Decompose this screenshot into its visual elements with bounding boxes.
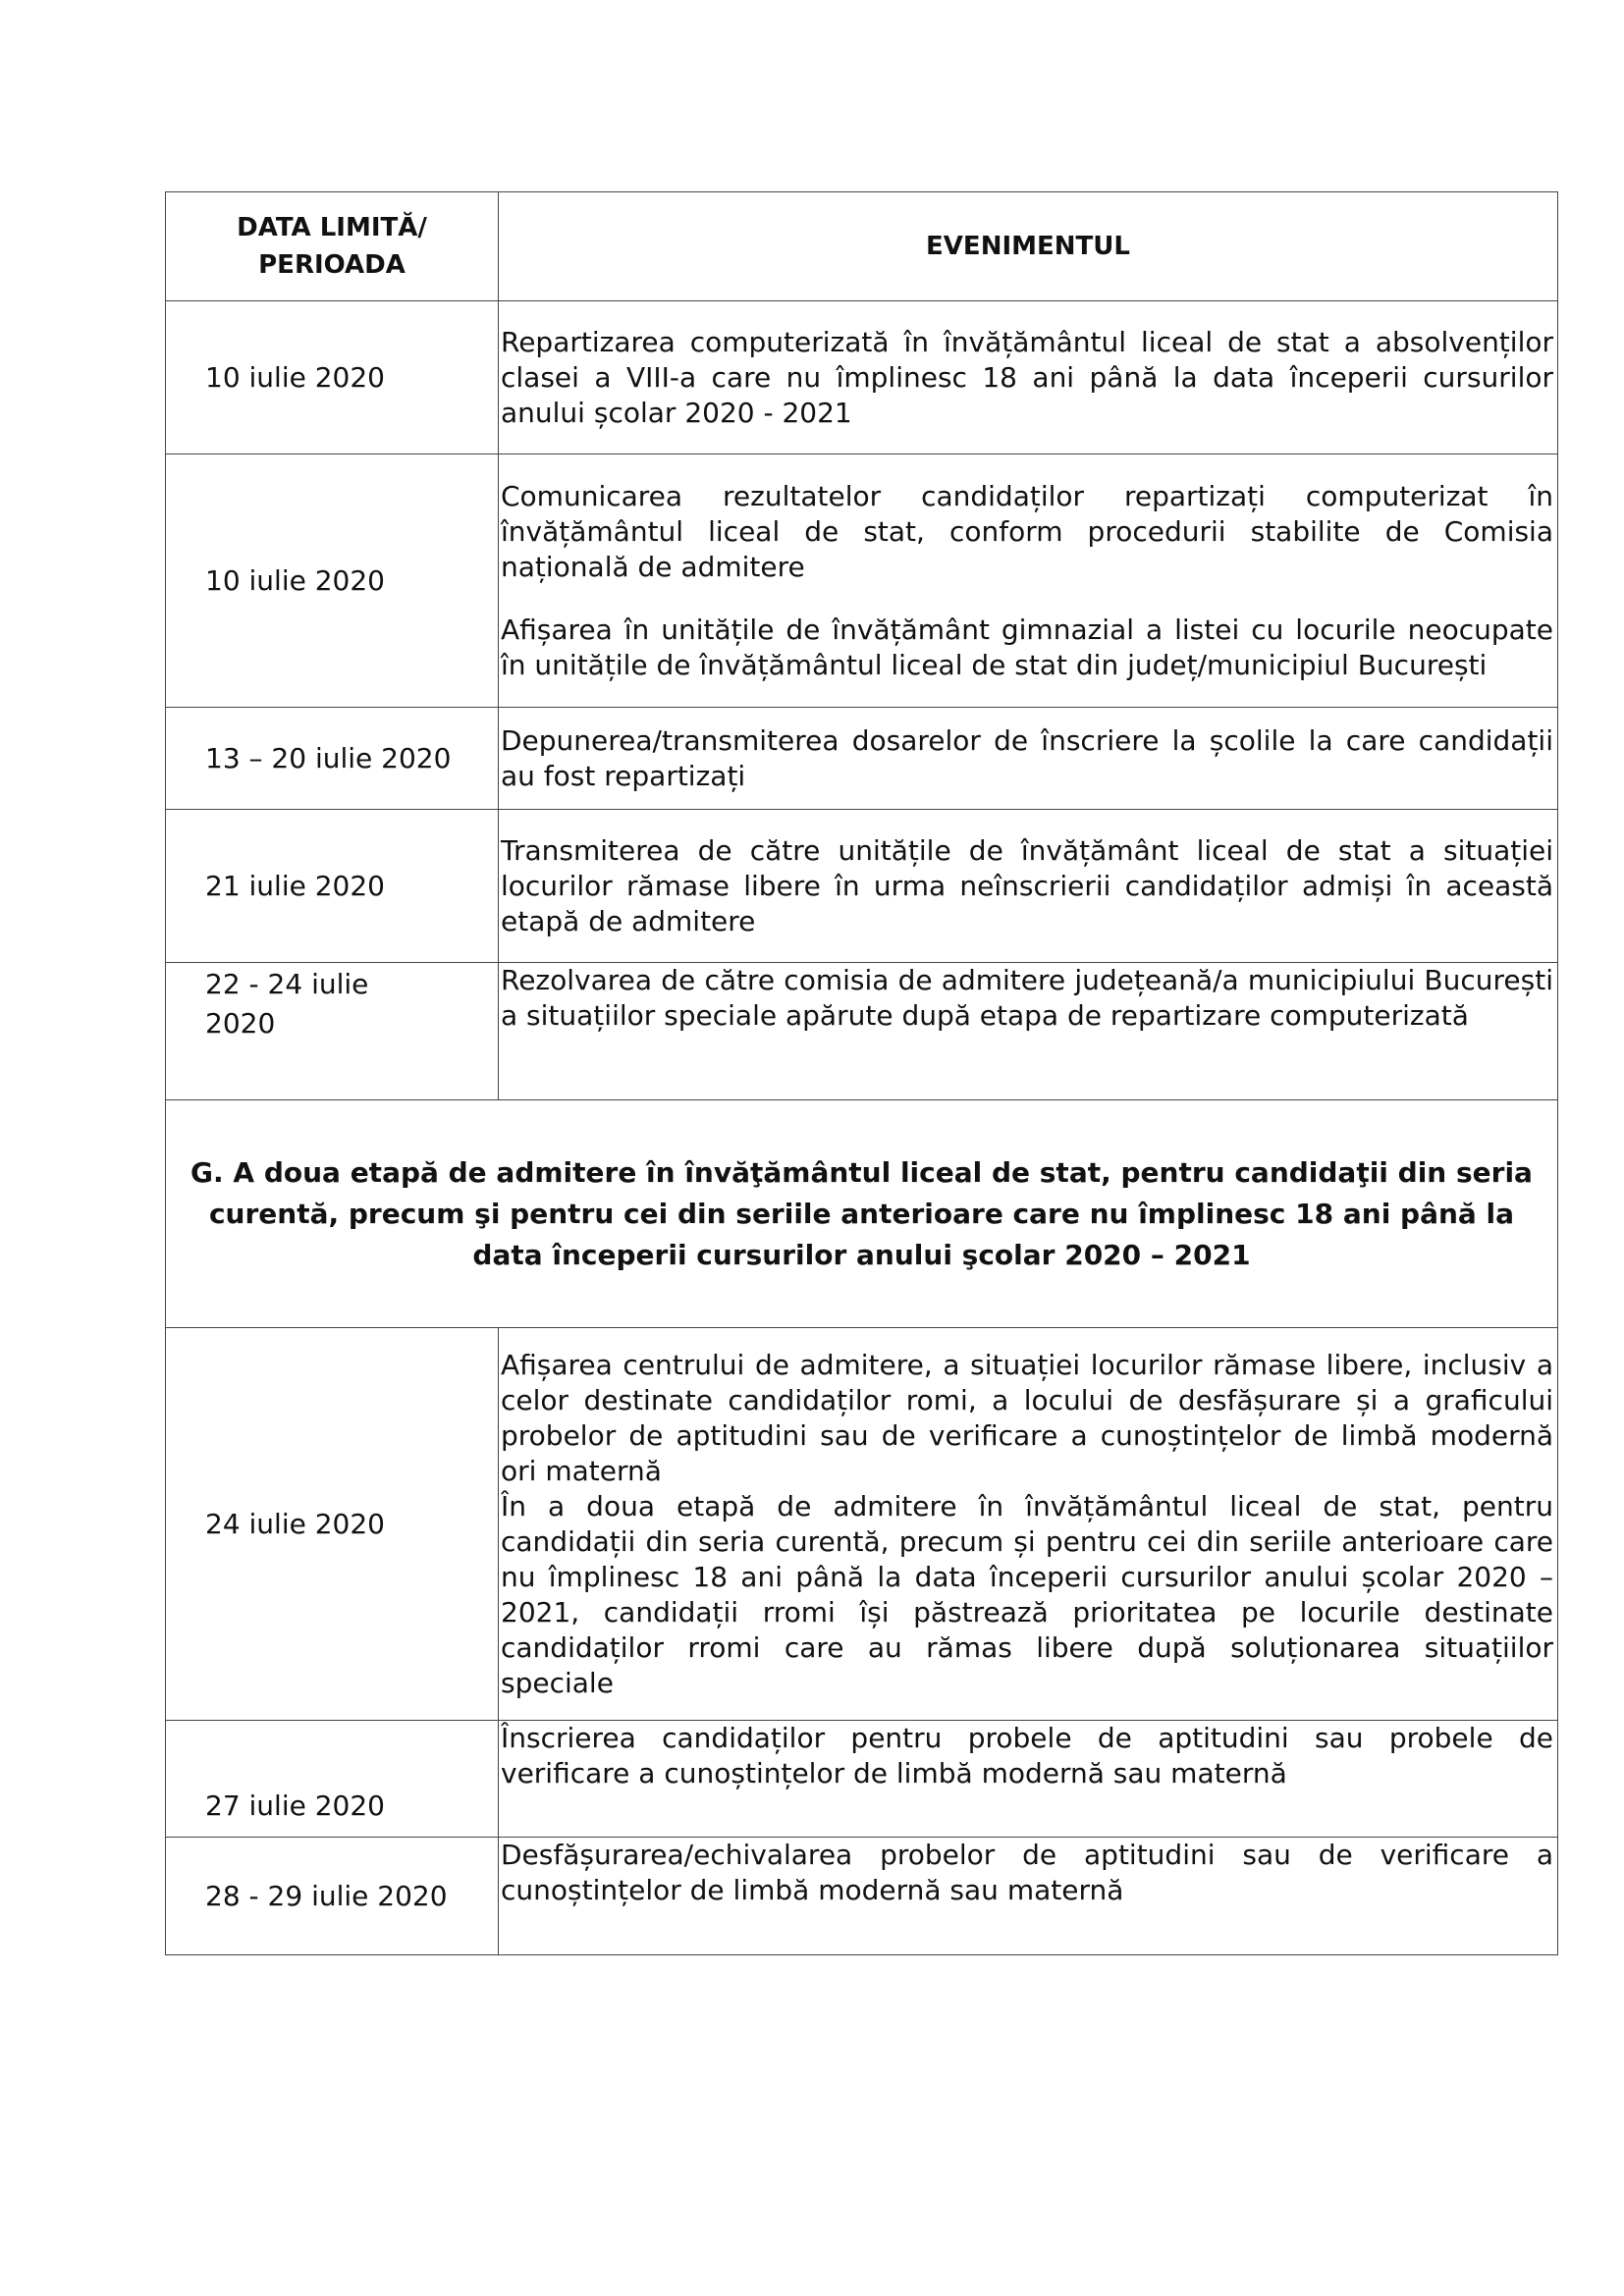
table-row <box>166 301 1558 454</box>
row-event <box>499 1838 1558 1955</box>
row-date: 27 iulie 2020 <box>166 1721 499 1838</box>
row-date: 28 - 29 iulie 2020 <box>166 1838 499 1955</box>
table-row <box>166 1328 1558 1721</box>
header-event-cell: EVENIMENTUL <box>499 192 1558 301</box>
section-g-title: G. A doua etapă de admitere în învăţământul liceal de stat, pentru candidaţii din seria curentă, precum şi pentru cei din seriile anterioare care nu împlinesc 18 ani până la data începerii cursurilor anului şcolar 2020 – 2021 <box>166 1100 1558 1328</box>
event-text: Afișarea în unitățile de învățământ gimnazial a listei cu locurile neocupate în unitățile de învățământul liceal de stat din județ/municipiul București <box>501 613 1553 681</box>
event-text: Rezolvarea de către comisia de admitere județeană/a municipiului București a situațiilor speciale apărute după etapa de repartizare computerizată <box>501 964 1553 1032</box>
table-header-row <box>166 192 1558 301</box>
table-row <box>166 963 1558 1100</box>
row-event <box>499 301 1558 454</box>
row-date: 10 iulie 2020 <box>166 301 499 454</box>
table-row <box>166 708 1558 810</box>
schedule-table <box>165 191 1558 1955</box>
event-text: Înscrierea candidaților pentru probele de aptitudini sau probele de verificare a cunoștințelor de limbă modernă sau maternă <box>501 1722 1553 1789</box>
row-date: 13 – 20 iulie 2020 <box>166 708 499 810</box>
row-date: 22 - 24 iulie 2020 <box>166 963 499 1100</box>
event-text: În a doua etapă de admitere în învățământul liceal de stat, pentru candidații din seria curentă, precum și pentru cei din seriile anterioare care nu împlinesc 18 ani până la data începerii cursurilor anului școlar 2020 – 2021, candidații rromi își păstrează prioritatea pe locurile destinate candidaților rromi care au rămas libere după soluționarea situațiilor speciale <box>501 1489 1553 1699</box>
event-text: Desfășurarea/echivalarea probelor de aptitudini sau de verificare a cunoștințelor de limbă modernă sau maternă <box>501 1839 1553 1906</box>
event-text: Afișarea centrului de admitere, a situației locurilor rămase libere, inclusiv a celor destinate candidaților romi, a locului de desfășurare și a graficului probelor de aptitudini sau de verificare a cunoștințelor de limbă modernă ori maternă <box>501 1348 1553 1487</box>
table-row <box>166 454 1558 708</box>
table-row <box>166 1838 1558 1955</box>
event-text: Comunicarea rezultatelor candidaților repartizați computerizat în învățământul liceal de stat, conform procedurii stabilite de Comisia națională de admitere <box>501 479 1553 583</box>
section-row <box>166 1100 1558 1328</box>
row-event <box>499 1721 1558 1838</box>
row-date: 21 iulie 2020 <box>166 810 499 963</box>
row-event <box>499 963 1558 1100</box>
table-row <box>166 810 1558 963</box>
event-text: Depunerea/transmiterea dosarelor de înscriere la școlile la care candidații au fost repartizați <box>501 723 1553 792</box>
event-text: Repartizarea computerizată în învățământul liceal de stat a absolvenților clasei a VIII-a care nu împlinesc 18 ani până la data începerii cursurilor anului școlar 2020 - 2021 <box>501 325 1553 429</box>
row-date: 24 iulie 2020 <box>166 1328 499 1721</box>
row-event <box>499 810 1558 963</box>
row-event <box>499 1328 1558 1721</box>
row-event <box>499 708 1558 810</box>
event-text: Transmiterea de către unitățile de învățământ liceal de stat a situației locurilor rămase libere în urma neînscrierii candidaților admiși în această etapă de admitere <box>501 833 1553 937</box>
table-row <box>166 1721 1558 1838</box>
row-date: 10 iulie 2020 <box>166 454 499 708</box>
row-event <box>499 454 1558 708</box>
header-date-cell: DATA LIMITĂ/ PERIOADA <box>166 192 499 301</box>
